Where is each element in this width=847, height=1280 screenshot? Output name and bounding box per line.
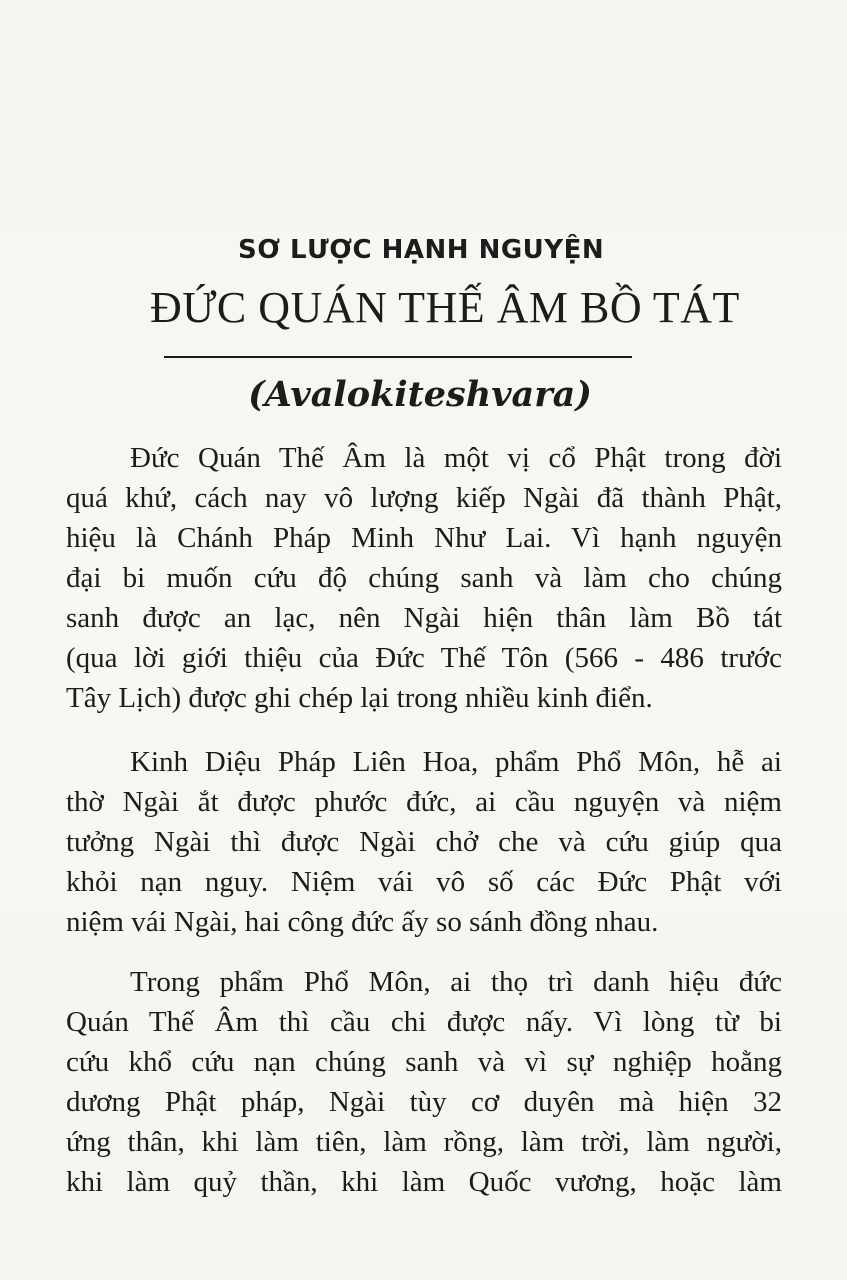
paragraph-line: Tây Lịch) được ghi chép lại trong nhiều kinh điển. [66, 682, 653, 714]
page-subtitle: (Avalokiteshvara) [248, 374, 592, 415]
paragraph-line: quá khứ, cách nay vô lượng kiếp Ngài đã thành Phật, [66, 482, 782, 514]
paragraph-line: Quán Thế Âm thì cầu chi được nấy. Vì lòng từ bi [66, 1006, 782, 1038]
paragraph-line: đại bi muốn cứu độ chúng sanh và làm cho chúng [66, 562, 782, 594]
title-divider [164, 356, 632, 358]
paragraph-line: cứu khổ cứu nạn chúng sanh và vì sự nghiệp hoằng [66, 1046, 782, 1078]
paragraph-line: thờ Ngài ắt được phước đức, ai cầu nguyện và niệm [66, 786, 782, 818]
paragraph-line: Trong phẩm Phổ Môn, ai thọ trì danh hiệu đức [130, 966, 782, 998]
paragraph-line: (qua lời giới thiệu của Đức Thế Tôn (566 - 486 trước [66, 642, 782, 674]
paragraph-2 [66, 742, 782, 942]
paragraph-line: tưởng Ngài thì được Ngài chở che và cứu giúp qua [66, 826, 782, 858]
paragraph-line: khỏi nạn nguy. Niệm vái vô số các Đức Phật với [66, 866, 782, 898]
paragraph-line: hiệu là Chánh Pháp Minh Như Lai. Vì hạnh nguyện [66, 522, 782, 554]
paragraph-3 [66, 962, 782, 1202]
paragraph-1 [66, 438, 782, 718]
section-heading: SƠ LƯỢC HẠNH NGUYỆN [238, 235, 605, 265]
page-title: ĐỨC QUÁN THẾ ÂM BỒ TÁT [150, 283, 740, 332]
paragraph-line: ứng thân, khi làm tiên, làm rồng, làm trời, làm người, [66, 1126, 782, 1158]
paragraph-line: niệm vái Ngài, hai công đức ấy so sánh đồng nhau. [66, 906, 659, 938]
paragraph-line: Kinh Diệu Pháp Liên Hoa, phẩm Phổ Môn, hễ ai [130, 746, 782, 778]
paragraph-line: khi làm quỷ thần, khi làm Quốc vương, hoặc làm [66, 1166, 782, 1198]
paragraph-line: Đức Quán Thế Âm là một vị cổ Phật trong đời [130, 442, 782, 474]
show-through-text [62, 140, 782, 180]
paragraph-line: dương Phật pháp, Ngài tùy cơ duyên mà hiện 32 [66, 1086, 782, 1118]
paragraph-line: sanh được an lạc, nên Ngài hiện thân làm Bồ tát [66, 602, 782, 634]
